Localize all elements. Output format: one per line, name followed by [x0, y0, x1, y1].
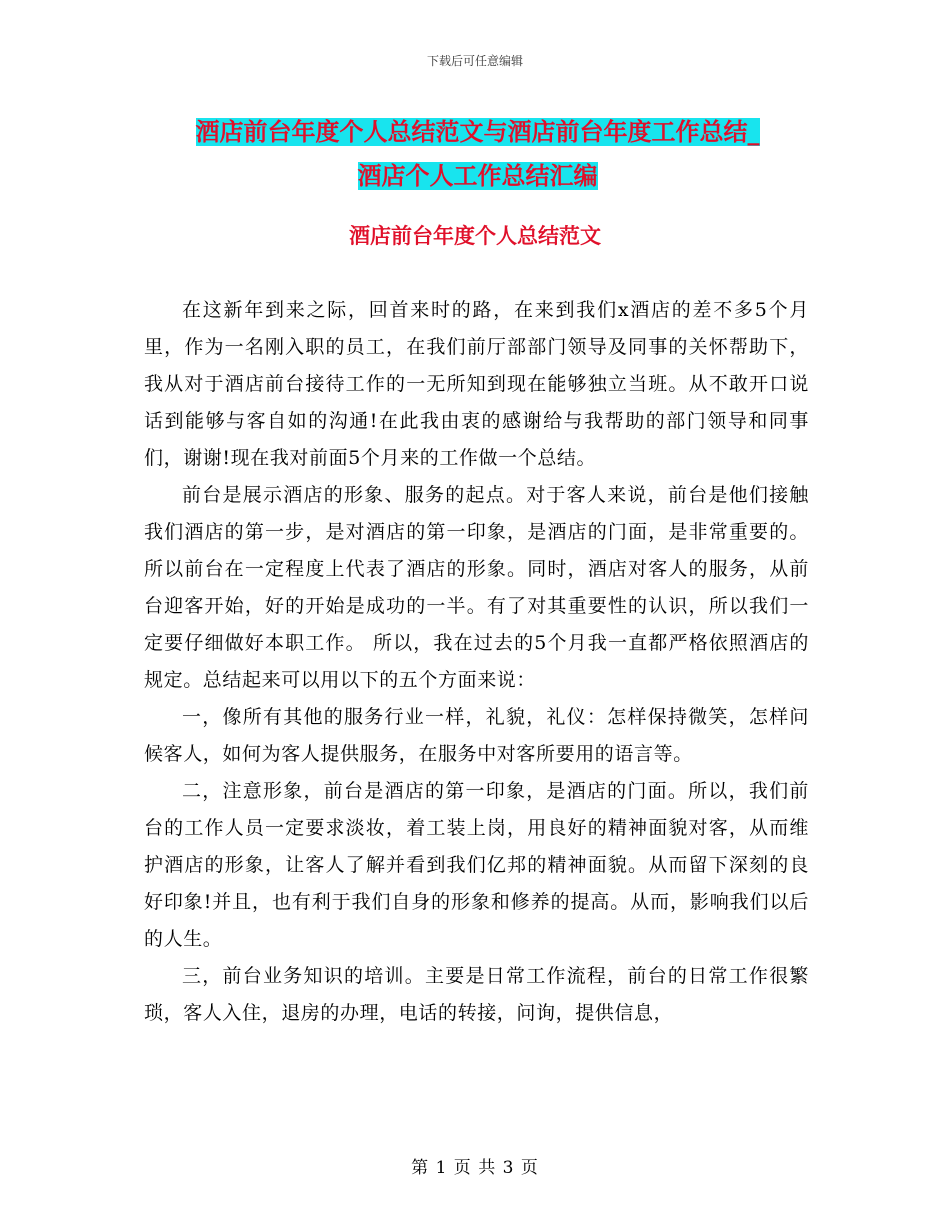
document-title-line-2: 酒店个人工作总结汇编 [357, 162, 598, 190]
document-title-line-1: 酒店前台年度个人总结范文与酒店前台年度工作总结_ [195, 118, 760, 146]
paragraph: 二，注意形象，前台是酒店的第一印象，是酒店的门面。所以，我们前台的工作人员一定要求淡妆，着工装上岗，用良好的精神面貌对客，从而维护酒店的形象，让客人了解并看到我们亿邦的精神面貌。从而留下深刻的良好印象!并且，也有利于我们自身的形象和修养的提高。从而，影响我们以后的人生。 [144, 780, 809, 950]
paragraph: 一，像所有其他的服务行业一样，礼貌，礼仪：怎样保持微笑，怎样问候客人，如何为客人提供服务，在服务中对客所要用的语言等。 [144, 706, 809, 765]
document-body [144, 292, 809, 1032]
section-title: 酒店前台年度个人总结范文 [349, 224, 601, 248]
paragraph: 前台是展示酒店的形象、服务的起点。对于客人来说，前台是他们接触我们酒店的第一步，是对酒店的第一印象，是酒店的门面，是非常重要的。所以前台在一定程度上代表了酒店的形象。同时，酒店对客人的服务，从前台迎客开始，好的开始是成功的一半。有了对其重要性的认识，所以我们一定要仔细做好本职工作。 所以，我在过去的5个月我一直都严格依照酒店的规定。总结起来可以用以下的五个方面来说： [144, 484, 809, 691]
paragraph: 三，前台业务知识的培训。主要是日常工作流程，前台的日常工作很繁琐，客人入住，退房的办理，电话的转接，问询，提供信息， [144, 965, 809, 1024]
paragraph: 在这新年到来之际，回首来时的路，在来到我们x酒店的差不多5个月里，作为一名刚入职的员工，在我们前厅部部门领导及同事的关怀帮助下，我从对于酒店前台接待工作的一无所知到现在能够独立当班。从不敢开口说话到能够与客自如的沟通!在此我由衷的感谢给与我帮助的部门领导和同事们，谢谢!现在我对前面5个月来的工作做一个总结。 [144, 299, 809, 469]
document-title [145, 110, 810, 198]
header-note: 下载后可任意编辑 [426, 54, 523, 68]
page-footer: 第 1 页 共 3 页 [411, 1158, 539, 1178]
